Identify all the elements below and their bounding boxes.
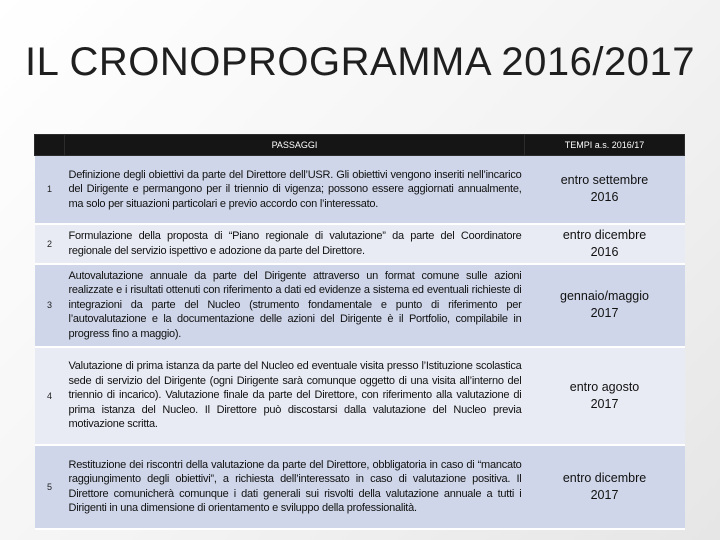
schedule-table bbox=[34, 134, 685, 530]
row-time-label: entro settembre bbox=[560, 173, 649, 188]
row-time bbox=[525, 445, 685, 529]
row-time bbox=[525, 264, 685, 347]
row-number: 4 bbox=[35, 347, 65, 445]
row-time bbox=[525, 156, 685, 224]
table-row bbox=[35, 347, 685, 445]
row-time-year: 2016 bbox=[590, 190, 619, 205]
row-time-year: 2017 bbox=[590, 487, 619, 502]
row-step: Formulazione della proposta di “Piano regionale di valutazione” da parte del Coordinatore regionale del servizio ispettivo e adozione da parte del Direttore. bbox=[65, 224, 525, 264]
header-steps: PASSAGGI bbox=[65, 135, 525, 156]
row-step: Autovalutazione annuale da parte del Dirigente attraverso un format comune sulle azioni realizzate e i risultati ottenuti con riferimento a dati ed evidenze a sistema ed eventuali richieste di integrazioni da parte del Nucleo (strumento fondamentale e punto di riferimento per l’autovalutazione e la documentazione delle azioni del Dirigente è il Portfolio, compilabile in progress fino a maggio). bbox=[65, 264, 525, 347]
row-number: 3 bbox=[35, 264, 65, 347]
table-row bbox=[35, 264, 685, 347]
row-number: 5 bbox=[35, 445, 65, 529]
slide-title: IL CRONOPROGRAMMA 2016/2017 bbox=[24, 40, 696, 84]
table-row bbox=[35, 156, 685, 224]
row-number: 2 bbox=[35, 224, 65, 264]
row-time-year: 2017 bbox=[590, 396, 619, 411]
row-time-label: entro dicembre bbox=[562, 227, 647, 242]
table-row bbox=[35, 224, 685, 264]
table-header-row bbox=[35, 135, 685, 156]
row-step: Valutazione di prima istanza da parte del Nucleo ed eventuale visita presso l’Istituzione scolastica sede di servizio del Dirigente (ogni Dirigente sarà comunque oggetto di una visita all’interno del triennio di incarico). Valutazione finale da parte del Direttore, con riferimento alla valutazione di prima istanza del Nucleo. Il Direttore può discostarsi dalla valutazione del Nucleo previa motivazione scritta. bbox=[65, 347, 525, 445]
row-time bbox=[525, 224, 685, 264]
row-time-year: 2017 bbox=[590, 306, 619, 320]
row-time-label: gennaio/maggio bbox=[560, 289, 649, 303]
row-time bbox=[525, 347, 685, 445]
row-time-label: entro dicembre bbox=[562, 470, 647, 485]
row-time-label: entro agosto bbox=[569, 379, 640, 394]
row-step: Definizione degli obiettivi da parte del Direttore dell’USR. Gli obiettivi vengono inseriti nell’incarico del Dirigente e permangono per il triennio di vigenza; possono essere aggiornati annualmente, ma solo per situazioni particolari e previo accordo con l’interessato. bbox=[65, 156, 525, 224]
row-step: Restituzione dei riscontri della valutazione da parte del Direttore, obbligatoria in caso di “mancato raggiungimento degli obiettivi”, a richiesta dell’interessato in caso di valutazione positiva. Il Direttore comunicherà comunque i dati generali sui risvolti della valutazione annuale a tutti i Dirigenti in una dimensione di orientamento e sviluppo della professionalità. bbox=[65, 445, 525, 529]
table-row bbox=[35, 445, 685, 529]
row-time-year: 2016 bbox=[590, 244, 619, 259]
header-number bbox=[35, 135, 65, 156]
header-time: TEMPI a.s. 2016/17 bbox=[525, 135, 685, 156]
row-number: 1 bbox=[35, 156, 65, 224]
